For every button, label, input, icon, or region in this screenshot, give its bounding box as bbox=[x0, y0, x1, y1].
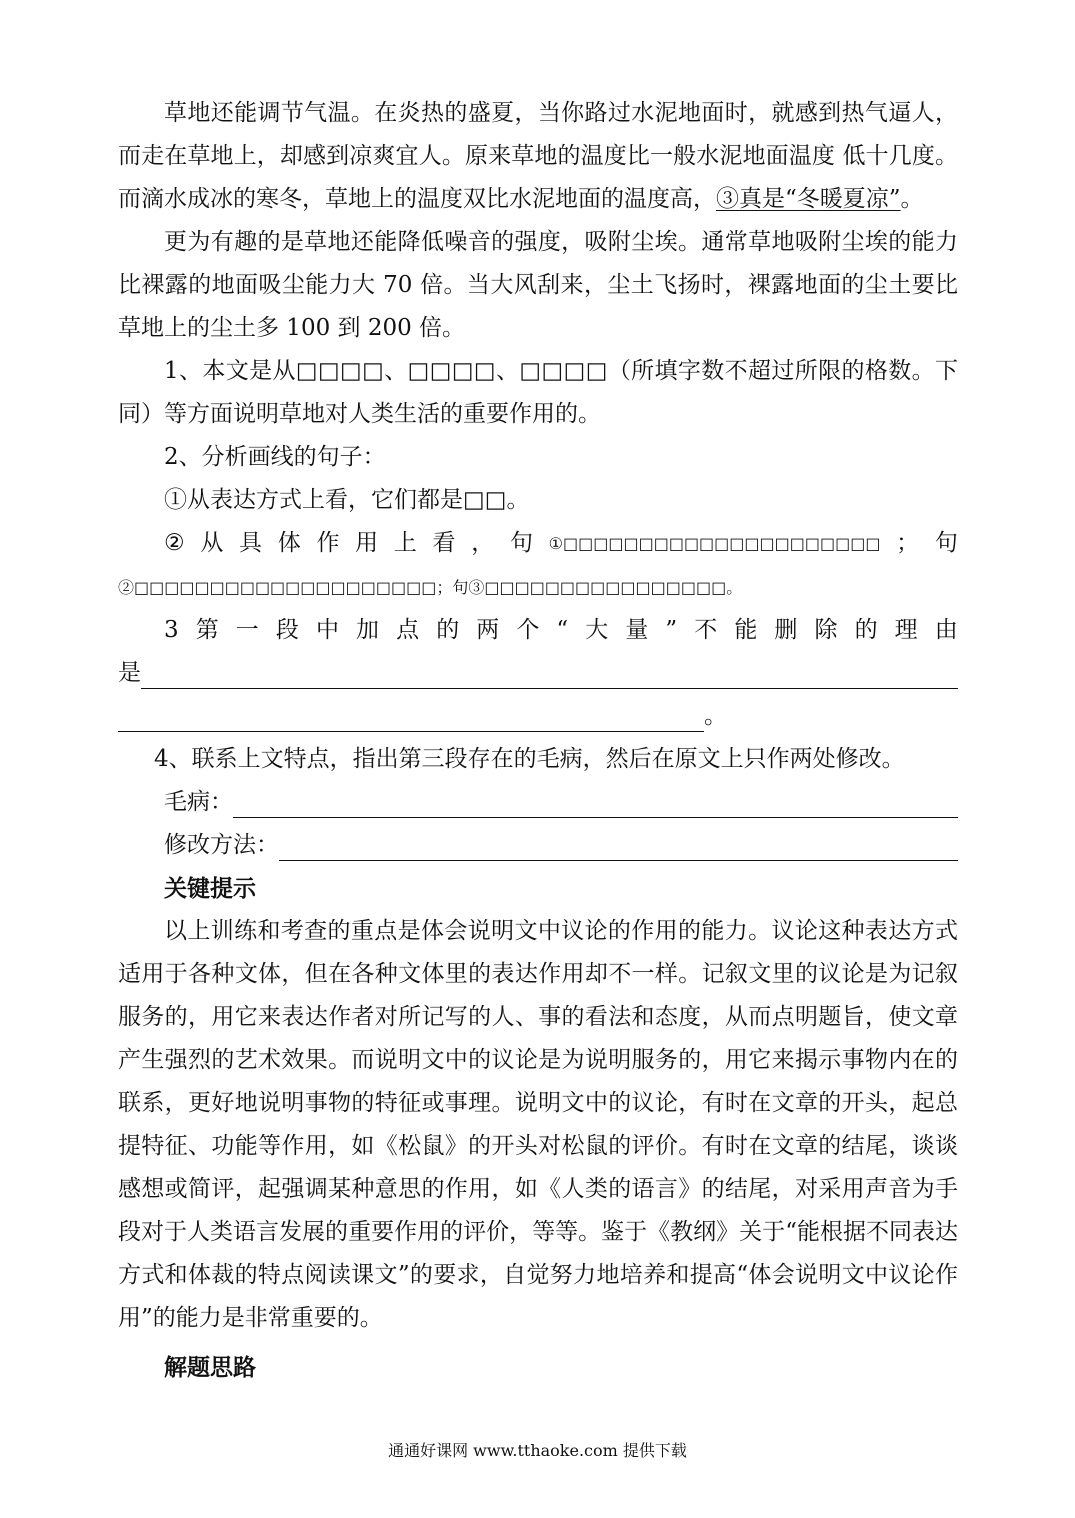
char: 中 bbox=[315, 617, 339, 643]
char: 加 bbox=[356, 617, 380, 643]
char: ， bbox=[471, 530, 495, 556]
passage-paragraph-2: 更为有趣的是草地还能降低噪音的强度，吸附尘埃。通常草地吸附尘埃的能力比裸露的地面吸尘能力大 70 倍。当大风刮来，尘土飞扬时，裸露地面的尘土要比草地上的尘土多 100 到 200 倍。 bbox=[118, 229, 958, 341]
char: 一 bbox=[235, 617, 259, 643]
question-4: 4、联系上文特点，指出第三段存在的毛病，然后在原文上只作两处修改。 bbox=[154, 746, 905, 772]
passage-paragraph-1 bbox=[118, 92, 958, 221]
fix-label: 修改方法： bbox=[164, 832, 279, 858]
punctuation: 。 bbox=[900, 186, 924, 212]
answer-line[interactable] bbox=[118, 701, 704, 732]
char: 的 bbox=[436, 617, 460, 643]
char: 句 bbox=[934, 530, 958, 556]
answer-line[interactable] bbox=[141, 658, 958, 689]
answer-boxes: ①□□□□□□□□□□□□□□□□□□□□□ bbox=[548, 534, 881, 553]
char: 量 bbox=[625, 617, 649, 643]
flaw-answer-line[interactable] bbox=[233, 787, 958, 818]
hint-body: 以上训练和考查的重点是体会说明文中议论的作用的能力。议论这种表达方式适用于各种文体，但在各种文体里的表达作用却不一样。记叙文里的议论是为记叙服务的，用它来表达作者对所记写的人、事的看法和态度，从而点明题旨，使文章产生强烈的艺术效果。而说明文中的议论是为说明服务的，用它来揭示事物内在的联系，更好地说明事物的特征或事理。说明文中的议论，有时在文章的开头，起总提特征、功能等作用，如《松鼠》的开头对松鼠的评价。有时在文章的结尾，谈谈感想或简评，起强调某种意思的作用，如《人类的语言》的结尾，对采用声音为手段对于人类语言发展的重要作用的评价，等等。鉴于《教纲》关于“能根据不同表达方式和体裁的特点阅读课文”的要求，自觉努力地培养和提高“体会说明文中议论作用”的能力是非常重要的。 bbox=[118, 918, 958, 1331]
hint-heading: 关键提示 bbox=[164, 875, 256, 902]
question-2-part-2-line-1 bbox=[118, 522, 958, 565]
char: 作 bbox=[316, 530, 340, 556]
char: ② bbox=[164, 530, 185, 556]
question-3-line-2 bbox=[118, 652, 958, 695]
char: 段 bbox=[275, 617, 299, 643]
char: 由 bbox=[934, 617, 958, 643]
question-1: 1、本文是从□□□□、□□□□、□□□□（所填字数不超过所限的格数。下同）等方面说明草地对人类生活的重要作用的。 bbox=[118, 358, 958, 427]
answer-boxes: ②□□□□□□□□□□□□□□□□□□□□；句③□□□□□□□□□□□□□□□□。 bbox=[118, 578, 743, 597]
question-3-line-1 bbox=[118, 609, 958, 652]
char: 第 bbox=[195, 617, 219, 643]
page-footer: 通通好课网 www.tthaoke.com 提供下载 bbox=[388, 1441, 687, 1460]
approach-heading: 解题思路 bbox=[164, 1354, 256, 1381]
document-body bbox=[118, 92, 958, 1389]
punctuation: 。 bbox=[704, 703, 727, 729]
char: 能 bbox=[734, 617, 758, 643]
char: 上 bbox=[393, 530, 417, 556]
question-2-part-1: ①从表达方式上看，它们都是□□。 bbox=[164, 487, 530, 513]
char: 大 bbox=[585, 617, 609, 643]
char: 句 bbox=[509, 530, 533, 556]
char: 理 bbox=[894, 617, 918, 643]
char: 点 bbox=[396, 617, 420, 643]
char: ； bbox=[896, 530, 920, 556]
char: 是 bbox=[118, 660, 141, 686]
question-4-flaw-row bbox=[118, 781, 958, 824]
char: 不 bbox=[694, 617, 718, 643]
question-3-line-3 bbox=[118, 695, 958, 738]
char: 看 bbox=[432, 530, 456, 556]
char: 个 bbox=[516, 617, 540, 643]
char: 3 bbox=[164, 617, 179, 643]
question-2-part-2-line-2 bbox=[118, 565, 958, 609]
char: 两 bbox=[476, 617, 500, 643]
question-2-title: 2、分析画线的句子： bbox=[164, 444, 386, 470]
char: 的 bbox=[854, 617, 878, 643]
char: 具 bbox=[239, 530, 263, 556]
flaw-label: 毛病： bbox=[164, 789, 233, 815]
underlined-sentence-3: ③真是“冬暖夏凉” bbox=[716, 186, 901, 212]
char: 从 bbox=[200, 530, 224, 556]
question-4-fix-row bbox=[118, 824, 958, 867]
char: 删 bbox=[774, 617, 798, 643]
fix-answer-line[interactable] bbox=[279, 830, 958, 861]
char: 体 bbox=[277, 530, 301, 556]
char: ” bbox=[665, 617, 678, 643]
char: 除 bbox=[814, 617, 838, 643]
char: 用 bbox=[355, 530, 379, 556]
passage-text: 草地还能调节气温。在炎热的盛夏，当你路过水泥地面时，就感到热气逼人，而走在草地上，却感到凉爽宜人。原来草地的温度比一般水泥地面温度 低十几度。而滴水成冰的寒冬，草地上的温度双比水泥地面的温度高， bbox=[118, 100, 958, 212]
char: “ bbox=[556, 617, 569, 643]
